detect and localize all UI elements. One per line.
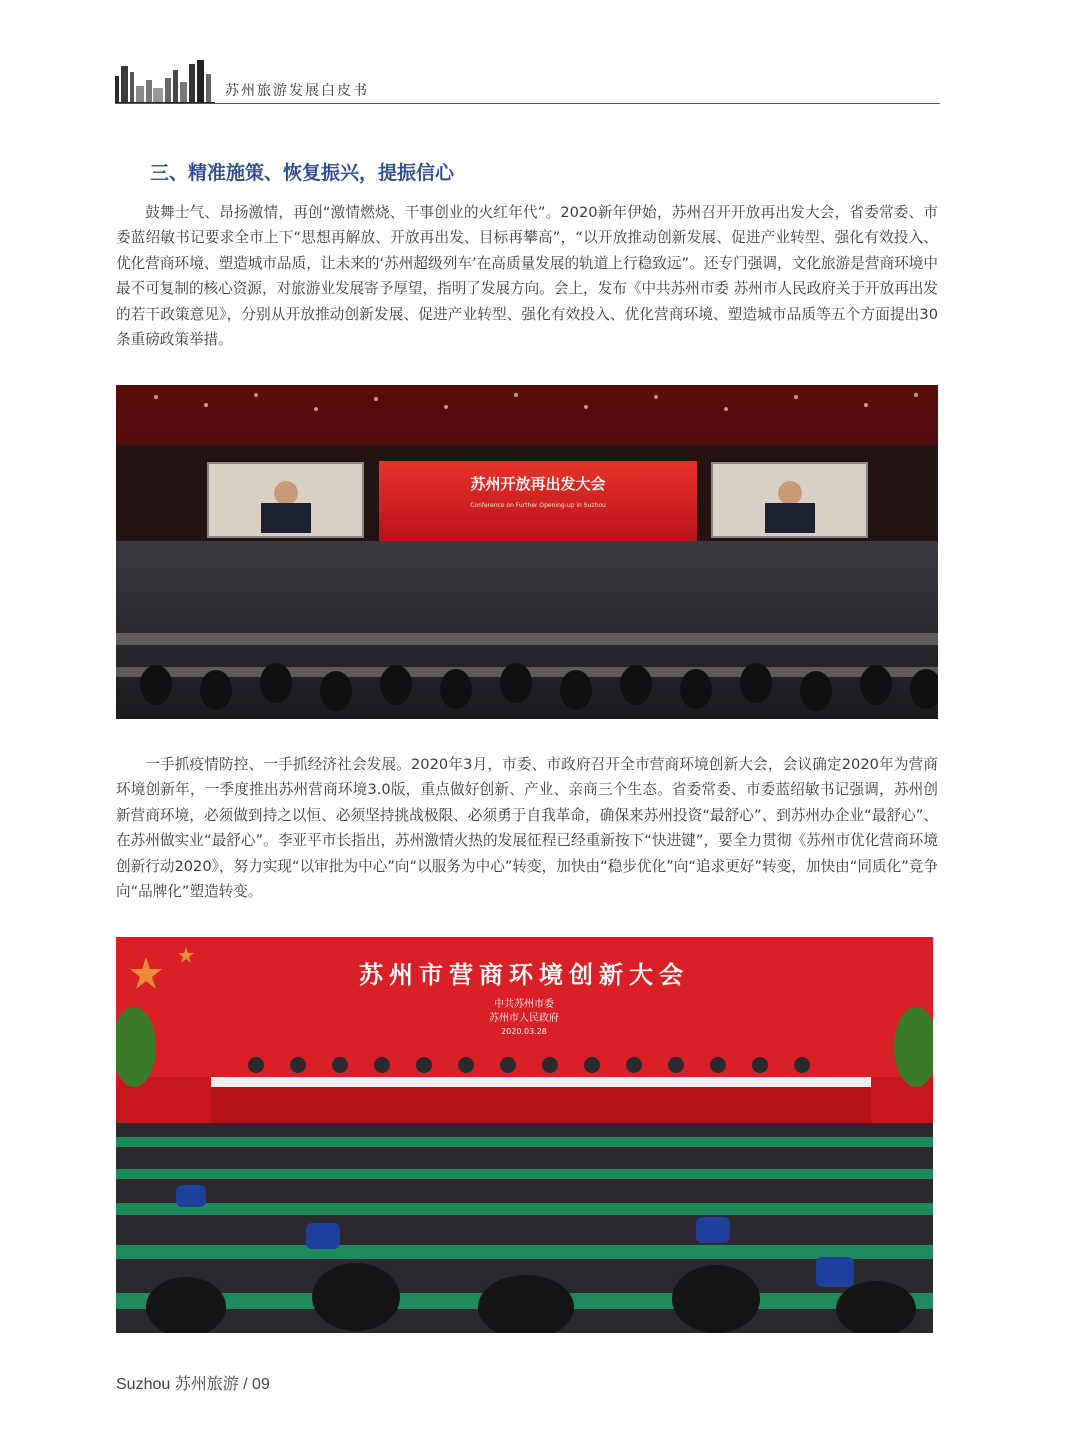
banner-title: 苏州市营商环境创新大会 — [359, 961, 689, 989]
page-header — [115, 58, 940, 106]
main-stage-screen — [379, 461, 697, 541]
conference-hall-photo — [116, 385, 938, 719]
banner-date: 2020.03.28 — [501, 1027, 547, 1036]
banner-line-2: 苏州市人民政府 — [489, 1013, 559, 1024]
header-title: 苏州旅游发展白皮书 — [225, 83, 369, 99]
banner-line-1: 中共苏州市委 — [494, 999, 554, 1010]
screen-subtitle: Conference on Further Opening-up in Suzhou — [470, 502, 606, 509]
body-paragraph-2: 一手抓疫情防控、一手抓经济社会发展。2020年3月，市委、市政府召开全市营商环境创新大会，会议确定2020年为营商环境创新年，一季度推出苏州营商环境3.0版，重点做好创新、产业、亲商三个生态。省委常委、市委蓝绍敏书记强调，苏州创新营商环境，必须做到持之以恒、必须坚持挑战极限、必须勇于自我革命，确保来苏州投资“最舒心”、到苏州办企业“最舒心”、在苏州做实业“最舒心”。李亚平市长指出，苏州激情火热的发展征程已经重新按下“快进键”，要全力贯彻《苏州市优化营商环境创新行动2020》，努力实现“以审批为中心”向“以服务为中心”转变，加快由“稳步优化”向“追求更好”转变，加快由“同质化”竞争向“品牌化”塑造转变。 — [116, 756, 938, 901]
section-title: 三、精准施策、恢复振兴，提振信心 — [150, 162, 455, 184]
page-footer: Suzhou 苏州旅游 / 09 — [116, 1376, 270, 1393]
screen-title: 苏州开放再出发大会 — [470, 475, 606, 493]
business-conference-photo — [116, 937, 933, 1333]
body-paragraph-1: 鼓舞士气、昂扬激情，再创“激情燃烧、干事创业的火红年代”。2020新年伊始，苏州召开开放再出发大会，省委常委、市委蓝绍敏书记要求全市上下“思想再解放、开放再出发、目标再攀高”，“以开放推动创新发展、促进产业转型、强化有效投入、优化营商环境、塑造城市品质，让未来的‘苏州超级列车’在高质量发展的轨道上行稳致远”。还专门强调，文化旅游是营商环境中最不可复制的核心资源，对旅游业发展寄予厚望，指明了发展方向。会上，发布《中共苏州市委 苏州市人民政府关于开放再出发的若干政策意见》，分别从开放推动创新发展、促进产业转型、强化有效投入、优化营商环境、塑造城市品质等五个方面提出30条重磅政策举措。 — [116, 204, 938, 349]
header-divider — [115, 103, 940, 104]
city-skyline-icon — [115, 58, 215, 104]
